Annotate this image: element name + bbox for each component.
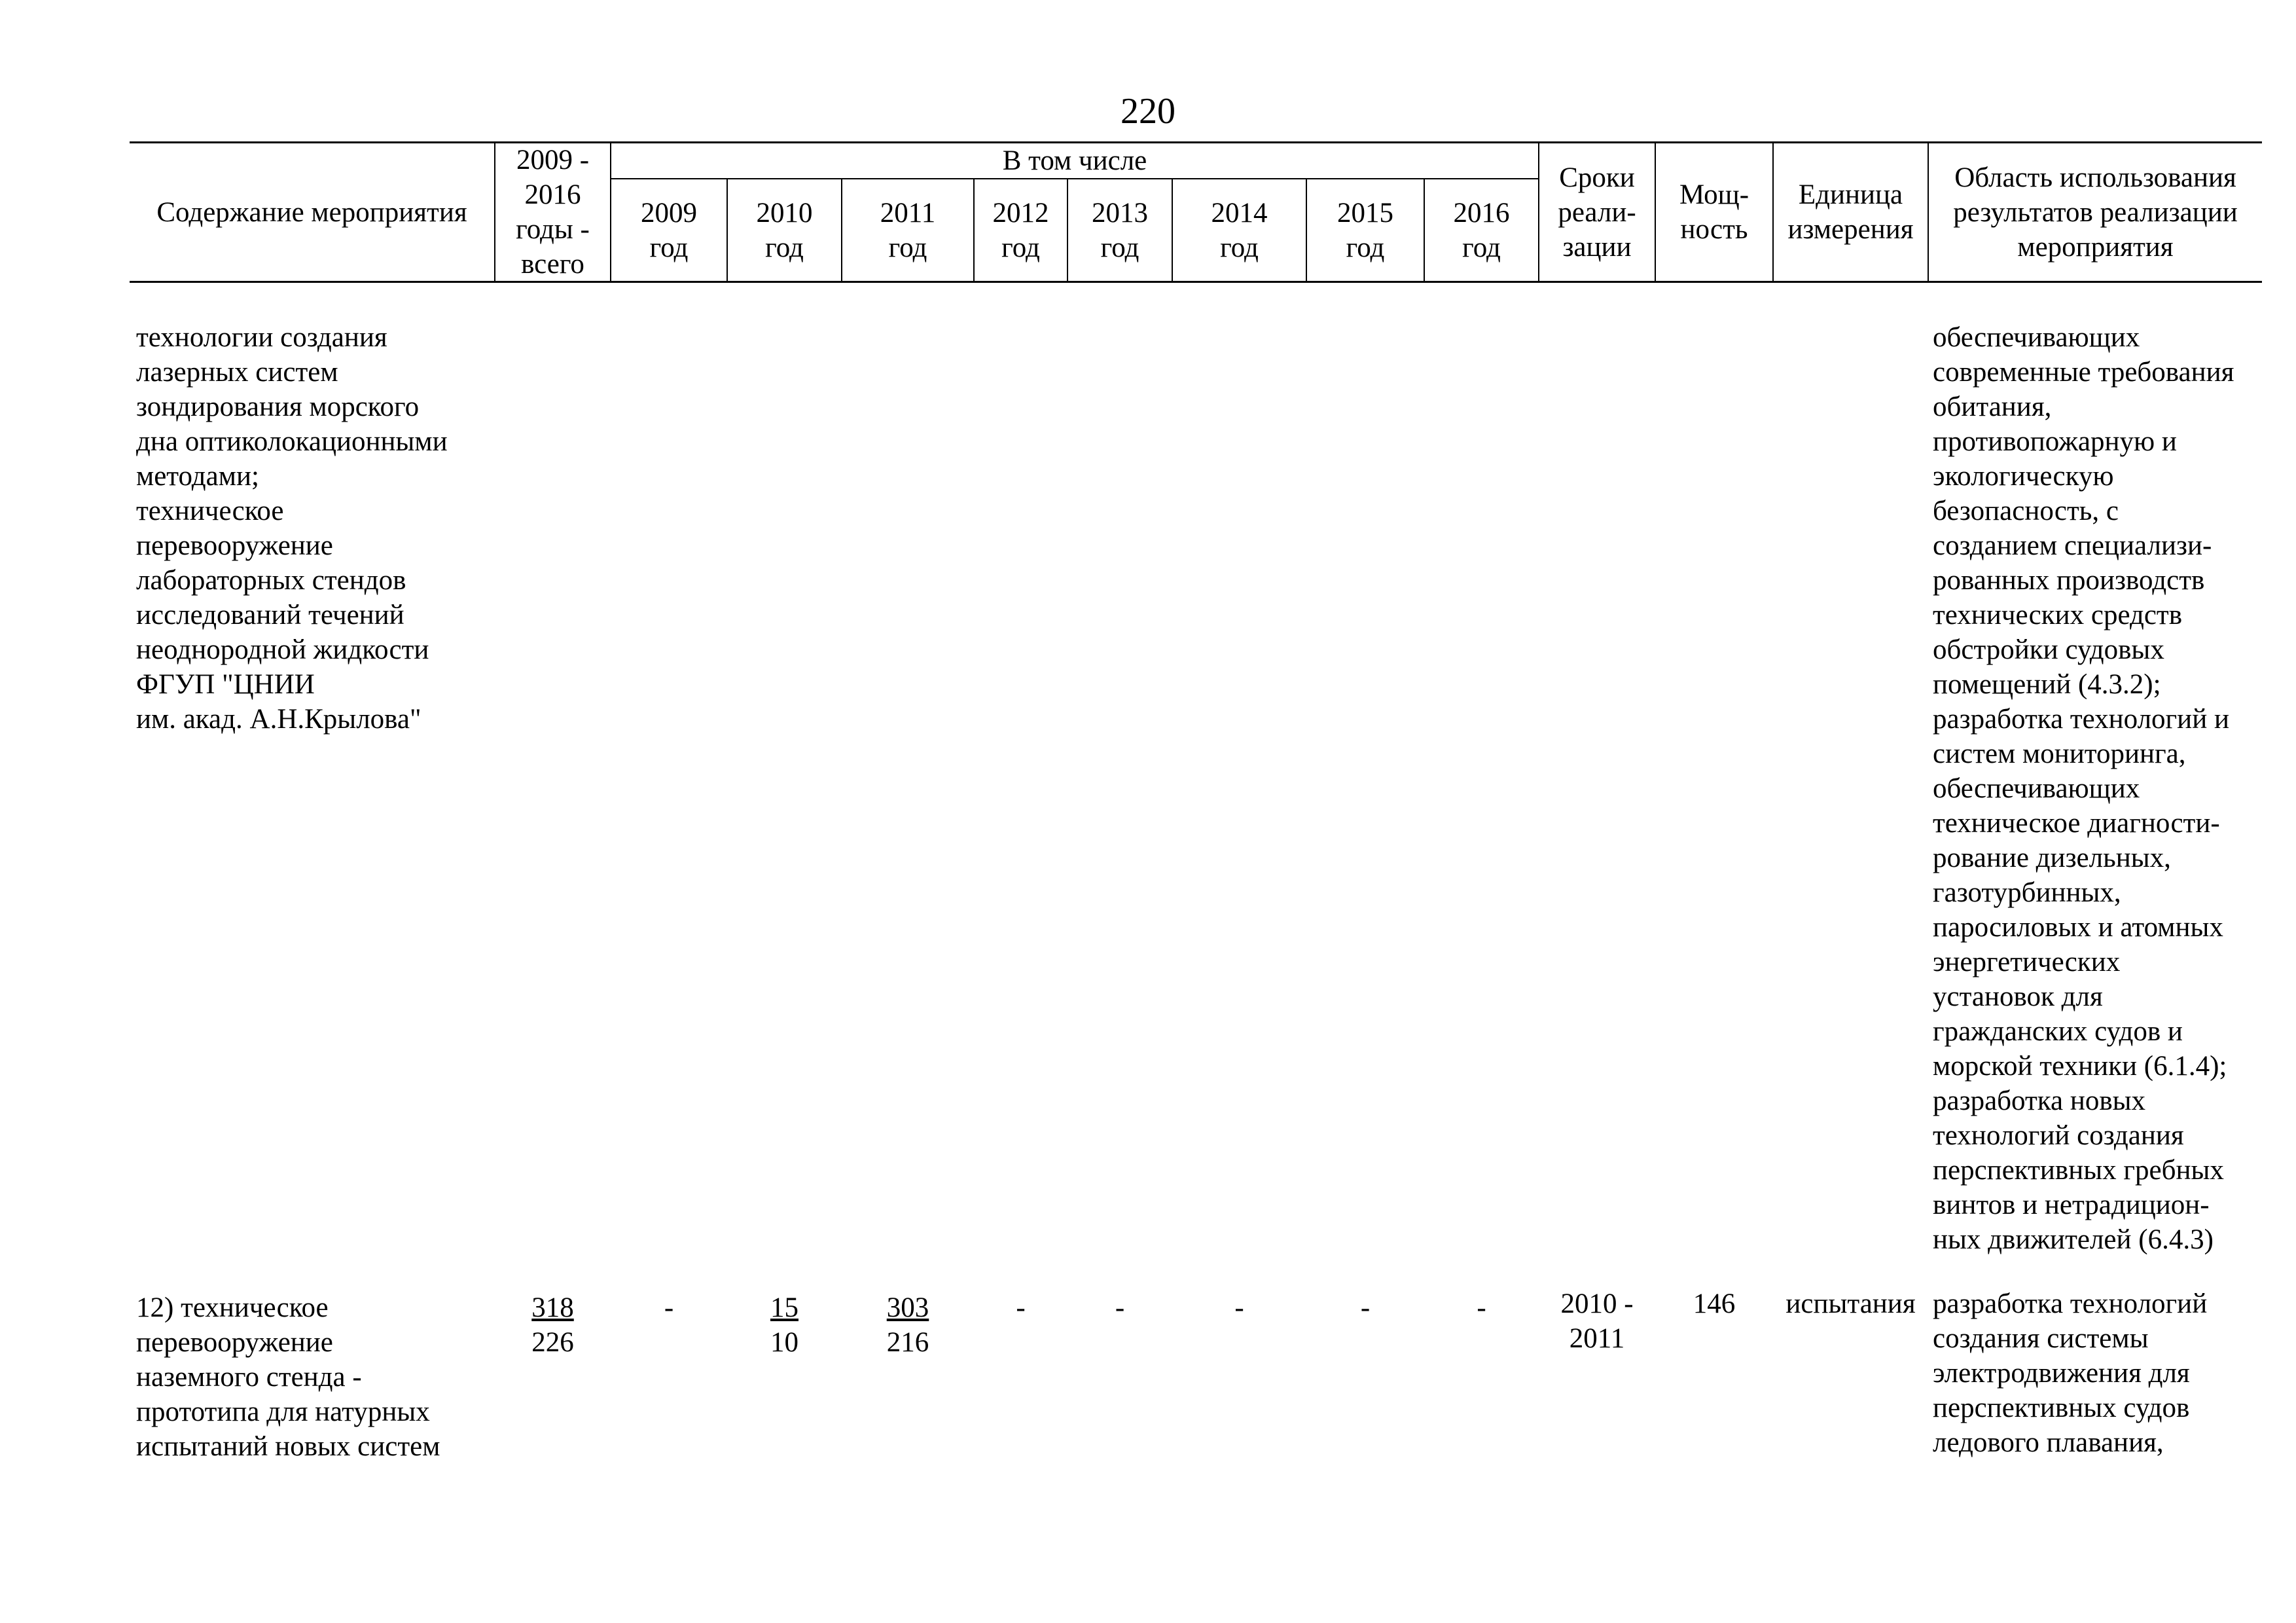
header-year-2014: 2014 год (1211, 197, 1268, 263)
row12-2010 (728, 1290, 841, 1360)
continuation-area-text: обеспечивающих современные требования обитания, противопожарную и экологическую безопасность, с созданием специализи- рованных производств технических средств обстройки судовых помещений (4.3.2); разработка технологий и систем мониторинга, обеспечивающих техническое диагности- рование дизельных, газотурбинных, паросиловых и атомных энергетических установок для гражданских судов и морской техники (6.1.4); разработка новых технологий создания перспективных гребных винтов и нетрадицион- ных движителей (6.4.3) (1933, 322, 2234, 1255)
header-bottom-rule (130, 281, 2262, 283)
page-number: 220 (1121, 91, 1175, 132)
header-content: Содержание мероприятия (156, 196, 467, 228)
row12-2010-top: 15 (770, 1292, 798, 1323)
header-year-2012: 2012 год (992, 197, 1049, 263)
row12-terms: 2010 - 2011 (1560, 1288, 1634, 1354)
header-group-label: В том числе (1002, 145, 1147, 176)
header-year-2009: 2009 год (641, 197, 697, 263)
row12-total-top: 318 (531, 1292, 574, 1323)
row12-area-text: разработка технологий создания системы электродвижения для перспективных судов ледового плавания, (1933, 1288, 2208, 1458)
row12-unit: испытания (1785, 1288, 1916, 1319)
continuation-content-text: технологии создания лазерных систем зондирования морского дна оптиколокационными методами; техническое перевооружение лабораторных стендов исследований течений неоднородной жидкости ФГУП "ЦНИИ им. акад. А.Н.Крылова" (136, 322, 448, 735)
row12-2011 (842, 1290, 973, 1360)
row12-power: 146 (1693, 1288, 1736, 1319)
row12-2013: - (1115, 1292, 1125, 1323)
row12-2016: - (1477, 1292, 1486, 1323)
row12-total-bottom: 226 (531, 1327, 574, 1358)
row12-total (495, 1290, 610, 1360)
row12-2011-bottom: 216 (886, 1327, 929, 1358)
row12-content-text: 12) техническое перевооружение наземного стенда - прототипа для натурных испытаний новых систем (136, 1292, 440, 1462)
header-terms: Сроки реали- зации (1558, 162, 1636, 263)
row12-2009: - (664, 1292, 674, 1323)
row12-2011-top: 303 (886, 1292, 929, 1323)
header-area: Область использования результатов реализации мероприятия (1953, 162, 2238, 263)
header-year-2011: 2011 год (880, 197, 936, 263)
header-year-2013: 2013 год (1092, 197, 1148, 263)
row12-2010-bottom: 10 (770, 1327, 798, 1358)
header-power: Мощ- ность (1679, 179, 1749, 245)
header-unit: Единица измерения (1787, 179, 1914, 245)
row12-2014: - (1234, 1292, 1244, 1323)
header-year-2015: 2015 год (1337, 197, 1393, 263)
header-year-2016: 2016 год (1453, 197, 1510, 263)
header-year-2010: 2010 год (756, 197, 813, 263)
row12-2012: - (1016, 1292, 1026, 1323)
row12-2015: - (1360, 1292, 1371, 1323)
header-total: 2009 - 2016 годы - всего (516, 145, 590, 280)
